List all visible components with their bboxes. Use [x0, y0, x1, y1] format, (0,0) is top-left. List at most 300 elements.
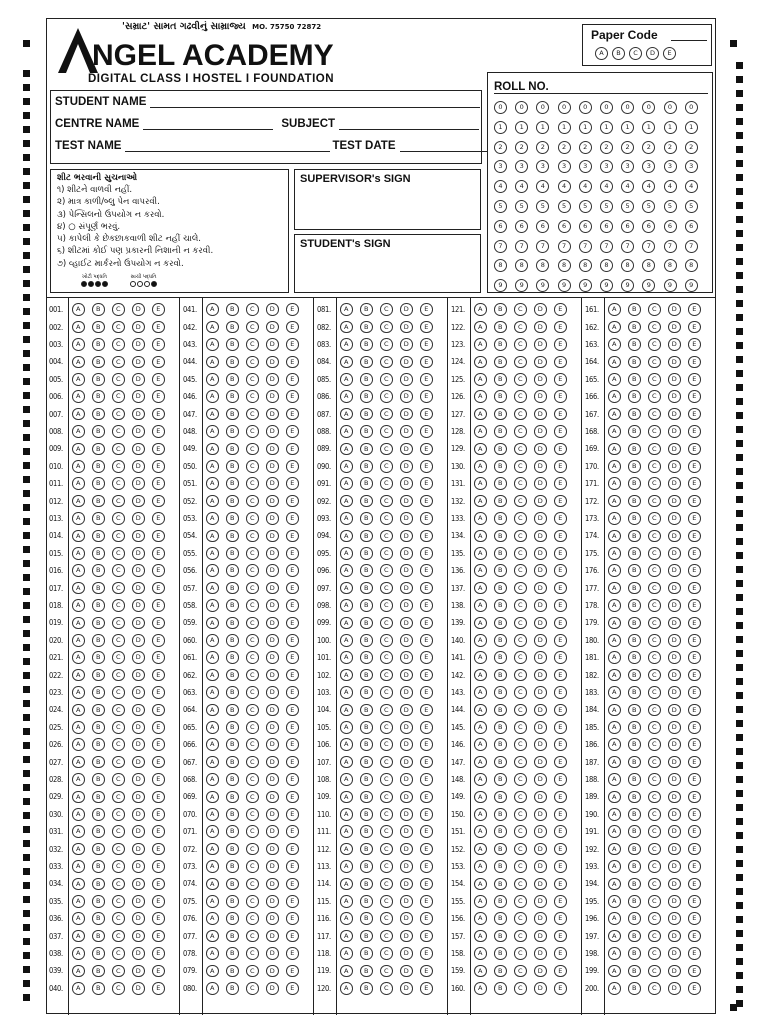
answer-bubble-e[interactable]: E — [554, 582, 567, 595]
answer-bubble-b[interactable]: B — [494, 773, 507, 786]
answer-bubble-a[interactable]: A — [72, 965, 85, 978]
answer-bubble-b[interactable]: B — [628, 321, 641, 334]
answer-bubble-e[interactable]: E — [152, 965, 165, 978]
answer-bubble-a[interactable]: A — [72, 477, 85, 490]
answer-bubble-b[interactable]: B — [92, 617, 105, 630]
answer-bubble-c[interactable]: C — [112, 756, 125, 769]
answer-bubble-d[interactable]: D — [132, 895, 145, 908]
answer-bubble-e[interactable]: E — [420, 895, 433, 908]
answer-bubble-c[interactable]: C — [648, 825, 661, 838]
answer-bubble-b[interactable]: B — [360, 686, 373, 699]
answer-bubble-d[interactable]: D — [132, 651, 145, 664]
roll-bubble[interactable]: 6 — [515, 220, 528, 233]
roll-bubble[interactable]: 5 — [558, 200, 571, 213]
answer-bubble-e[interactable]: E — [688, 634, 701, 647]
roll-bubble[interactable]: 1 — [558, 121, 571, 134]
answer-bubble-b[interactable]: B — [360, 495, 373, 508]
answer-bubble-c[interactable]: C — [514, 477, 527, 490]
answer-bubble-e[interactable]: E — [554, 547, 567, 560]
answer-bubble-a[interactable]: A — [474, 825, 487, 838]
answer-bubble-e[interactable]: E — [554, 982, 567, 995]
answer-bubble-d[interactable]: D — [132, 477, 145, 490]
answer-bubble-b[interactable]: B — [628, 895, 641, 908]
answer-bubble-a[interactable]: A — [608, 860, 621, 873]
answer-bubble-c[interactable]: C — [514, 791, 527, 804]
answer-bubble-b[interactable]: B — [92, 582, 105, 595]
answer-bubble-a[interactable]: A — [72, 443, 85, 456]
answer-bubble-c[interactable]: C — [112, 825, 125, 838]
answer-bubble-e[interactable]: E — [688, 530, 701, 543]
answer-bubble-a[interactable]: A — [72, 738, 85, 751]
answer-bubble-c[interactable]: C — [514, 704, 527, 717]
answer-bubble-d[interactable]: D — [400, 878, 413, 891]
answer-bubble-d[interactable]: D — [668, 460, 681, 473]
answer-bubble-e[interactable]: E — [554, 338, 567, 351]
answer-bubble-d[interactable]: D — [132, 460, 145, 473]
answer-bubble-a[interactable]: A — [340, 390, 353, 403]
roll-bubble[interactable]: 4 — [579, 180, 592, 193]
answer-bubble-e[interactable]: E — [420, 721, 433, 734]
answer-bubble-c[interactable]: C — [112, 582, 125, 595]
answer-bubble-a[interactable]: A — [474, 756, 487, 769]
roll-bubble[interactable]: 5 — [494, 200, 507, 213]
answer-bubble-e[interactable]: E — [152, 460, 165, 473]
answer-bubble-c[interactable]: C — [648, 390, 661, 403]
answer-bubble-b[interactable]: B — [494, 408, 507, 421]
answer-bubble-b[interactable]: B — [360, 878, 373, 891]
answer-bubble-d[interactable]: D — [400, 860, 413, 873]
roll-bubble[interactable]: 3 — [579, 160, 592, 173]
answer-bubble-a[interactable]: A — [474, 408, 487, 421]
answer-bubble-c[interactable]: C — [514, 338, 527, 351]
answer-bubble-a[interactable]: A — [206, 825, 219, 838]
answer-bubble-b[interactable]: B — [628, 599, 641, 612]
answer-bubble-e[interactable]: E — [152, 930, 165, 943]
answer-bubble-a[interactable]: A — [340, 965, 353, 978]
answer-bubble-d[interactable]: D — [266, 495, 279, 508]
answer-bubble-a[interactable]: A — [340, 373, 353, 386]
answer-bubble-e[interactable]: E — [286, 530, 299, 543]
answer-bubble-c[interactable]: C — [648, 617, 661, 630]
answer-bubble-e[interactable]: E — [420, 599, 433, 612]
answer-bubble-e[interactable]: E — [286, 704, 299, 717]
answer-bubble-c[interactable]: C — [514, 564, 527, 577]
answer-bubble-c[interactable]: C — [380, 564, 393, 577]
answer-bubble-d[interactable]: D — [132, 512, 145, 525]
answer-bubble-b[interactable]: B — [226, 843, 239, 856]
answer-bubble-d[interactable]: D — [534, 878, 547, 891]
answer-bubble-c[interactable]: C — [380, 912, 393, 925]
answer-bubble-c[interactable]: C — [380, 860, 393, 873]
answer-bubble-e[interactable]: E — [152, 303, 165, 316]
answer-bubble-a[interactable]: A — [206, 860, 219, 873]
answer-bubble-d[interactable]: D — [534, 460, 547, 473]
answer-bubble-d[interactable]: D — [266, 669, 279, 682]
answer-bubble-d[interactable]: D — [266, 338, 279, 351]
answer-bubble-d[interactable]: D — [534, 704, 547, 717]
answer-bubble-e[interactable]: E — [688, 460, 701, 473]
answer-bubble-c[interactable]: C — [648, 582, 661, 595]
answer-bubble-e[interactable]: E — [420, 756, 433, 769]
answer-bubble-d[interactable]: D — [668, 756, 681, 769]
answer-bubble-c[interactable]: C — [246, 860, 259, 873]
answer-bubble-c[interactable]: C — [648, 686, 661, 699]
answer-bubble-a[interactable]: A — [474, 564, 487, 577]
answer-bubble-d[interactable]: D — [132, 965, 145, 978]
answer-bubble-d[interactable]: D — [266, 547, 279, 560]
paper-code-bubble-b[interactable]: B — [612, 47, 625, 60]
answer-bubble-d[interactable]: D — [534, 843, 547, 856]
answer-bubble-c[interactable]: C — [380, 338, 393, 351]
answer-bubble-e[interactable]: E — [286, 791, 299, 804]
answer-bubble-a[interactable]: A — [608, 895, 621, 908]
answer-bubble-d[interactable]: D — [400, 495, 413, 508]
roll-bubble[interactable]: 8 — [536, 259, 549, 272]
answer-bubble-c[interactable]: C — [246, 495, 259, 508]
answer-bubble-a[interactable]: A — [72, 651, 85, 664]
answer-bubble-e[interactable]: E — [420, 738, 433, 751]
roll-bubble[interactable]: 5 — [515, 200, 528, 213]
roll-bubble[interactable]: 2 — [536, 141, 549, 154]
answer-bubble-e[interactable]: E — [554, 303, 567, 316]
answer-bubble-c[interactable]: C — [648, 443, 661, 456]
answer-bubble-d[interactable]: D — [132, 773, 145, 786]
answer-bubble-e[interactable]: E — [688, 721, 701, 734]
answer-bubble-b[interactable]: B — [494, 582, 507, 595]
answer-bubble-e[interactable]: E — [152, 669, 165, 682]
paper-code-bubble-d[interactable]: D — [646, 47, 659, 60]
answer-bubble-c[interactable]: C — [112, 460, 125, 473]
answer-bubble-c[interactable]: C — [514, 825, 527, 838]
answer-bubble-b[interactable]: B — [92, 669, 105, 682]
answer-bubble-e[interactable]: E — [152, 408, 165, 421]
answer-bubble-a[interactable]: A — [340, 930, 353, 943]
answer-bubble-d[interactable]: D — [266, 982, 279, 995]
answer-bubble-c[interactable]: C — [246, 982, 259, 995]
answer-bubble-c[interactable]: C — [246, 390, 259, 403]
answer-bubble-e[interactable]: E — [152, 338, 165, 351]
answer-bubble-c[interactable]: C — [514, 617, 527, 630]
answer-bubble-e[interactable]: E — [286, 373, 299, 386]
roll-bubble[interactable]: 7 — [685, 240, 698, 253]
answer-bubble-a[interactable]: A — [608, 303, 621, 316]
answer-bubble-a[interactable]: A — [608, 773, 621, 786]
answer-bubble-a[interactable]: A — [474, 704, 487, 717]
answer-bubble-a[interactable]: A — [72, 669, 85, 682]
answer-bubble-b[interactable]: B — [360, 512, 373, 525]
answer-bubble-b[interactable]: B — [628, 843, 641, 856]
answer-bubble-c[interactable]: C — [648, 425, 661, 438]
answer-bubble-d[interactable]: D — [400, 634, 413, 647]
answer-bubble-b[interactable]: B — [628, 373, 641, 386]
answer-bubble-c[interactable]: C — [380, 495, 393, 508]
answer-bubble-d[interactable]: D — [400, 338, 413, 351]
answer-bubble-b[interactable]: B — [628, 443, 641, 456]
answer-bubble-d[interactable]: D — [132, 756, 145, 769]
roll-bubble[interactable]: 4 — [558, 180, 571, 193]
answer-bubble-d[interactable]: D — [132, 390, 145, 403]
answer-bubble-e[interactable]: E — [688, 756, 701, 769]
answer-bubble-e[interactable]: E — [688, 965, 701, 978]
answer-bubble-b[interactable]: B — [360, 982, 373, 995]
answer-bubble-a[interactable]: A — [474, 895, 487, 908]
answer-bubble-a[interactable]: A — [608, 686, 621, 699]
answer-bubble-d[interactable]: D — [534, 338, 547, 351]
answer-bubble-b[interactable]: B — [92, 338, 105, 351]
answer-bubble-e[interactable]: E — [688, 599, 701, 612]
answer-bubble-b[interactable]: B — [360, 756, 373, 769]
roll-bubble[interactable]: 8 — [621, 259, 634, 272]
answer-bubble-d[interactable]: D — [400, 895, 413, 908]
answer-bubble-a[interactable]: A — [608, 512, 621, 525]
roll-bubble[interactable]: 1 — [685, 121, 698, 134]
answer-bubble-d[interactable]: D — [266, 582, 279, 595]
answer-bubble-a[interactable]: A — [474, 582, 487, 595]
answer-bubble-b[interactable]: B — [226, 408, 239, 421]
answer-bubble-c[interactable]: C — [380, 651, 393, 664]
answer-bubble-a[interactable]: A — [206, 773, 219, 786]
answer-bubble-d[interactable]: D — [534, 721, 547, 734]
answer-bubble-a[interactable]: A — [340, 982, 353, 995]
answer-bubble-d[interactable]: D — [668, 912, 681, 925]
answer-bubble-d[interactable]: D — [132, 982, 145, 995]
roll-bubble[interactable]: 2 — [642, 141, 655, 154]
answer-bubble-b[interactable]: B — [494, 860, 507, 873]
answer-bubble-e[interactable]: E — [688, 321, 701, 334]
answer-bubble-a[interactable]: A — [340, 599, 353, 612]
answer-bubble-a[interactable]: A — [340, 669, 353, 682]
answer-bubble-c[interactable]: C — [380, 721, 393, 734]
answer-bubble-e[interactable]: E — [688, 303, 701, 316]
answer-bubble-a[interactable]: A — [608, 495, 621, 508]
answer-bubble-b[interactable]: B — [494, 634, 507, 647]
answer-bubble-b[interactable]: B — [628, 704, 641, 717]
answer-bubble-e[interactable]: E — [554, 930, 567, 943]
answer-bubble-d[interactable]: D — [668, 878, 681, 891]
answer-bubble-d[interactable]: D — [132, 425, 145, 438]
answer-bubble-b[interactable]: B — [628, 651, 641, 664]
roll-bubble[interactable]: 5 — [664, 200, 677, 213]
answer-bubble-e[interactable]: E — [688, 930, 701, 943]
answer-bubble-a[interactable]: A — [72, 773, 85, 786]
answer-bubble-d[interactable]: D — [668, 303, 681, 316]
answer-bubble-b[interactable]: B — [226, 512, 239, 525]
answer-bubble-a[interactable]: A — [608, 704, 621, 717]
answer-bubble-c[interactable]: C — [246, 477, 259, 490]
answer-bubble-d[interactable]: D — [132, 373, 145, 386]
answer-bubble-a[interactable]: A — [608, 947, 621, 960]
answer-bubble-d[interactable]: D — [132, 634, 145, 647]
answer-bubble-a[interactable]: A — [474, 930, 487, 943]
answer-bubble-c[interactable]: C — [112, 338, 125, 351]
answer-bubble-a[interactable]: A — [474, 860, 487, 873]
answer-bubble-a[interactable]: A — [608, 669, 621, 682]
answer-bubble-d[interactable]: D — [534, 617, 547, 630]
answer-bubble-e[interactable]: E — [286, 895, 299, 908]
answer-bubble-e[interactable]: E — [420, 321, 433, 334]
answer-bubble-b[interactable]: B — [628, 860, 641, 873]
answer-bubble-d[interactable]: D — [266, 738, 279, 751]
roll-bubble[interactable]: 4 — [515, 180, 528, 193]
answer-bubble-e[interactable]: E — [554, 460, 567, 473]
answer-bubble-b[interactable]: B — [226, 303, 239, 316]
answer-bubble-c[interactable]: C — [514, 582, 527, 595]
answer-bubble-c[interactable]: C — [380, 617, 393, 630]
answer-bubble-a[interactable]: A — [608, 617, 621, 630]
answer-bubble-e[interactable]: E — [688, 547, 701, 560]
answer-bubble-a[interactable]: A — [72, 912, 85, 925]
answer-bubble-b[interactable]: B — [92, 982, 105, 995]
answer-bubble-d[interactable]: D — [534, 495, 547, 508]
answer-bubble-b[interactable]: B — [628, 460, 641, 473]
answer-bubble-b[interactable]: B — [628, 390, 641, 403]
roll-bubble[interactable]: 2 — [621, 141, 634, 154]
answer-bubble-b[interactable]: B — [494, 495, 507, 508]
roll-bubble[interactable]: 4 — [664, 180, 677, 193]
answer-bubble-e[interactable]: E — [286, 617, 299, 630]
roll-bubble[interactable]: 3 — [642, 160, 655, 173]
answer-bubble-c[interactable]: C — [112, 512, 125, 525]
roll-bubble[interactable]: 3 — [515, 160, 528, 173]
answer-bubble-d[interactable]: D — [668, 773, 681, 786]
answer-bubble-b[interactable]: B — [92, 651, 105, 664]
answer-bubble-e[interactable]: E — [152, 738, 165, 751]
answer-bubble-b[interactable]: B — [226, 547, 239, 560]
answer-bubble-c[interactable]: C — [380, 947, 393, 960]
answer-bubble-e[interactable]: E — [286, 843, 299, 856]
answer-bubble-b[interactable]: B — [494, 721, 507, 734]
answer-bubble-e[interactable]: E — [554, 530, 567, 543]
answer-bubble-d[interactable]: D — [266, 599, 279, 612]
answer-bubble-e[interactable]: E — [420, 338, 433, 351]
answer-bubble-a[interactable]: A — [340, 512, 353, 525]
answer-bubble-e[interactable]: E — [286, 930, 299, 943]
answer-bubble-c[interactable]: C — [112, 390, 125, 403]
answer-bubble-c[interactable]: C — [648, 669, 661, 682]
answer-bubble-a[interactable]: A — [474, 425, 487, 438]
answer-bubble-a[interactable]: A — [206, 408, 219, 421]
roll-bubble[interactable]: 0 — [664, 101, 677, 114]
answer-bubble-b[interactable]: B — [92, 825, 105, 838]
answer-bubble-a[interactable]: A — [206, 982, 219, 995]
answer-bubble-a[interactable]: A — [206, 791, 219, 804]
answer-bubble-a[interactable]: A — [206, 599, 219, 612]
roll-bubble[interactable]: 5 — [536, 200, 549, 213]
answer-bubble-b[interactable]: B — [226, 686, 239, 699]
answer-bubble-d[interactable]: D — [534, 512, 547, 525]
answer-bubble-b[interactable]: B — [628, 582, 641, 595]
answer-bubble-b[interactable]: B — [494, 651, 507, 664]
answer-bubble-c[interactable]: C — [246, 808, 259, 821]
answer-bubble-b[interactable]: B — [360, 843, 373, 856]
answer-bubble-e[interactable]: E — [554, 390, 567, 403]
roll-bubble[interactable]: 8 — [558, 259, 571, 272]
answer-bubble-e[interactable]: E — [554, 756, 567, 769]
answer-bubble-a[interactable]: A — [72, 495, 85, 508]
answer-bubble-c[interactable]: C — [112, 860, 125, 873]
answer-bubble-d[interactable]: D — [668, 721, 681, 734]
answer-bubble-d[interactable]: D — [266, 895, 279, 908]
answer-bubble-b[interactable]: B — [494, 669, 507, 682]
answer-bubble-d[interactable]: D — [400, 738, 413, 751]
answer-bubble-e[interactable]: E — [688, 338, 701, 351]
answer-bubble-c[interactable]: C — [112, 912, 125, 925]
answer-bubble-c[interactable]: C — [514, 738, 527, 751]
answer-bubble-b[interactable]: B — [226, 965, 239, 978]
answer-bubble-c[interactable]: C — [380, 390, 393, 403]
answer-bubble-e[interactable]: E — [420, 582, 433, 595]
answer-bubble-d[interactable]: D — [400, 704, 413, 717]
answer-bubble-d[interactable]: D — [266, 686, 279, 699]
answer-bubble-e[interactable]: E — [554, 425, 567, 438]
answer-bubble-e[interactable]: E — [554, 912, 567, 925]
answer-bubble-a[interactable]: A — [608, 425, 621, 438]
answer-bubble-e[interactable]: E — [688, 738, 701, 751]
roll-bubble[interactable]: 5 — [579, 200, 592, 213]
answer-bubble-d[interactable]: D — [534, 408, 547, 421]
answer-bubble-b[interactable]: B — [494, 756, 507, 769]
answer-bubble-e[interactable]: E — [286, 878, 299, 891]
roll-bubble[interactable]: 6 — [558, 220, 571, 233]
answer-bubble-d[interactable]: D — [534, 982, 547, 995]
answer-bubble-a[interactable]: A — [72, 425, 85, 438]
answer-bubble-e[interactable]: E — [554, 947, 567, 960]
answer-bubble-a[interactable]: A — [206, 756, 219, 769]
roll-bubble[interactable]: 1 — [536, 121, 549, 134]
answer-bubble-e[interactable]: E — [554, 773, 567, 786]
answer-bubble-c[interactable]: C — [648, 982, 661, 995]
answer-bubble-b[interactable]: B — [628, 965, 641, 978]
answer-bubble-d[interactable]: D — [668, 512, 681, 525]
answer-bubble-d[interactable]: D — [400, 808, 413, 821]
answer-bubble-b[interactable]: B — [226, 895, 239, 908]
roll-bubble[interactable]: 7 — [579, 240, 592, 253]
answer-bubble-d[interactable]: D — [668, 930, 681, 943]
answer-bubble-e[interactable]: E — [286, 512, 299, 525]
answer-bubble-c[interactable]: C — [246, 878, 259, 891]
answer-bubble-e[interactable]: E — [286, 547, 299, 560]
answer-bubble-e[interactable]: E — [688, 582, 701, 595]
answer-bubble-a[interactable]: A — [72, 390, 85, 403]
answer-bubble-e[interactable]: E — [152, 773, 165, 786]
answer-bubble-e[interactable]: E — [554, 669, 567, 682]
answer-bubble-e[interactable]: E — [286, 356, 299, 369]
answer-bubble-e[interactable]: E — [420, 390, 433, 403]
answer-bubble-b[interactable]: B — [628, 912, 641, 925]
answer-bubble-e[interactable]: E — [286, 408, 299, 421]
answer-bubble-d[interactable]: D — [668, 843, 681, 856]
answer-bubble-e[interactable]: E — [554, 651, 567, 664]
answer-bubble-e[interactable]: E — [286, 721, 299, 734]
roll-bubble[interactable]: 9 — [515, 279, 528, 292]
answer-bubble-a[interactable]: A — [72, 930, 85, 943]
roll-bubble[interactable]: 2 — [664, 141, 677, 154]
answer-bubble-a[interactable]: A — [608, 321, 621, 334]
answer-bubble-e[interactable]: E — [688, 791, 701, 804]
answer-bubble-c[interactable]: C — [246, 356, 259, 369]
answer-bubble-a[interactable]: A — [340, 634, 353, 647]
answer-bubble-c[interactable]: C — [380, 530, 393, 543]
answer-bubble-e[interactable]: E — [554, 808, 567, 821]
answer-bubble-b[interactable]: B — [92, 564, 105, 577]
answer-bubble-d[interactable]: D — [668, 808, 681, 821]
answer-bubble-b[interactable]: B — [628, 634, 641, 647]
answer-bubble-b[interactable]: B — [92, 512, 105, 525]
answer-bubble-c[interactable]: C — [648, 895, 661, 908]
answer-bubble-b[interactable]: B — [92, 738, 105, 751]
answer-bubble-b[interactable]: B — [360, 825, 373, 838]
answer-bubble-d[interactable]: D — [534, 564, 547, 577]
